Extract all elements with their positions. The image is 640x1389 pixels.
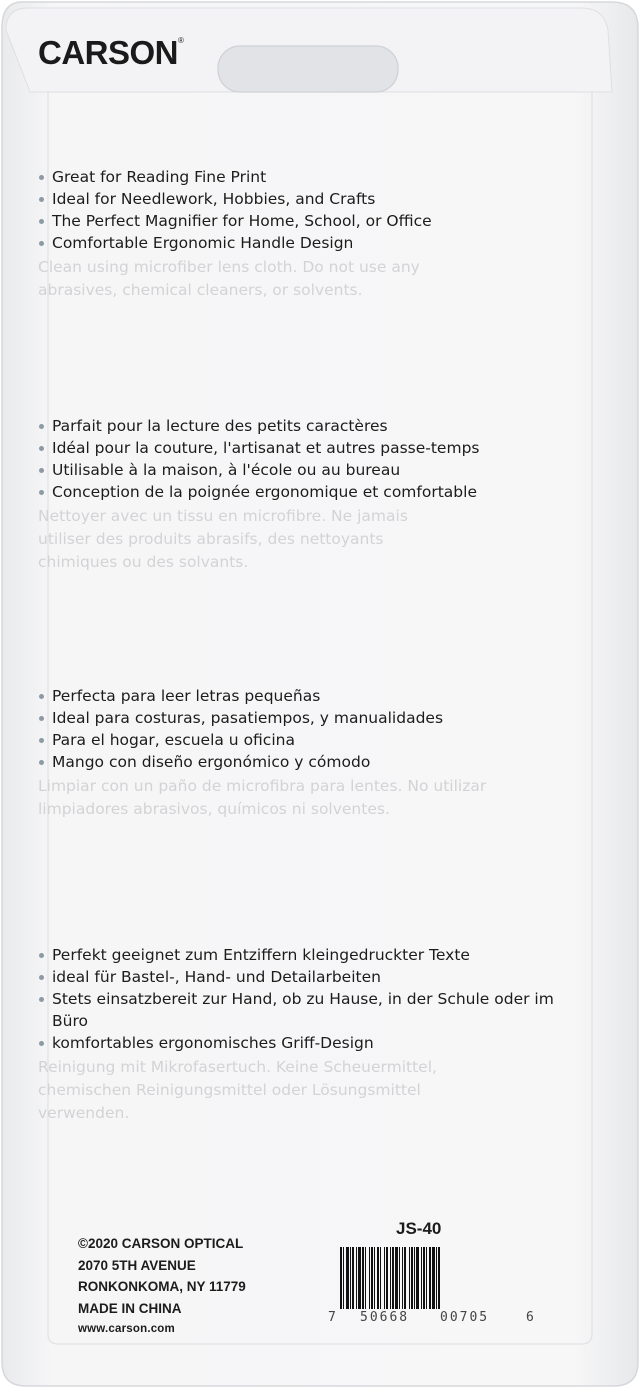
street-line: 2070 5TH AVENUE (78, 1257, 196, 1273)
feature-list-german (38, 944, 578, 1054)
care-instructions-german: Reinigung mit Mikrofasertuch. Keine Scheuermittel, chemischen Reinigungsmittel oder Lösungsmittel verwenden. (38, 1058, 437, 1122)
barcode-bar (399, 1247, 400, 1309)
barcode-bar (429, 1247, 431, 1309)
feature-item: Ideal para costuras, pasatiempos, y manualidades (38, 707, 578, 729)
feature-item: Perfekt geeignet zum Entziffern kleingedruckter Texte (38, 944, 578, 966)
hang-hole (218, 46, 398, 92)
section-german (38, 944, 578, 1125)
barcode-bar (395, 1247, 398, 1309)
barcode-bar (343, 1247, 344, 1309)
barcode-bar (409, 1247, 410, 1309)
section-english (38, 166, 578, 302)
feature-item: Great for Reading Fine Print (38, 166, 578, 188)
care-instructions-english: Clean using microfiber lens cloth. Do not use any abrasives, chemical cleaners, or solvents. (38, 258, 420, 299)
barcode-bar (369, 1247, 370, 1309)
brand-logo: CARSON® (38, 34, 184, 71)
section-spanish (38, 685, 578, 821)
care-instructions-french: Nettoyer avec un tissu en microfibre. Ne jamais utiliser des produits abrasifs, des nettoyants chimiques ou des solvants. (38, 507, 408, 571)
barcode-bar (384, 1247, 385, 1309)
feature-item: ideal für Bastel-, Hand- und Detailarbeiten (38, 966, 578, 988)
barcode-bar (414, 1247, 415, 1309)
feature-list-english (38, 166, 578, 254)
barcode-bar (392, 1247, 394, 1309)
barcode-bar (374, 1247, 375, 1309)
barcode-bar (404, 1247, 406, 1309)
barcode-bar (426, 1247, 427, 1309)
feature-item: Perfecta para leer letras pequeñas (38, 685, 578, 707)
barcode-bar (362, 1247, 364, 1309)
care-instructions-spanish: Limpiar con un paño de microfibra para lentes. No utilizar limpiadores abrasivos, químicos ni solventes. (38, 777, 487, 818)
barcode-bar (352, 1247, 354, 1309)
barcode-bar (377, 1247, 379, 1309)
copyright-line: ©2020 CARSON OPTICAL (78, 1236, 244, 1251)
barcode-bar (423, 1247, 425, 1309)
barcode-bar (402, 1247, 403, 1309)
barcode-bar (350, 1247, 351, 1309)
company-address (78, 1233, 246, 1341)
website-link: www.carson.com (78, 1323, 175, 1335)
city-line: RONKONKOMA, NY 11779 (78, 1279, 246, 1294)
barcode-bar (436, 1247, 437, 1309)
feature-item: komfortables ergonomisches Griff-Design (38, 1032, 578, 1054)
feature-item: Mango con diseño ergonómico y cómodo (38, 751, 578, 773)
feature-list-french (38, 415, 578, 503)
section-french (38, 415, 578, 574)
barcode-bar (421, 1247, 422, 1309)
barcode-bar (340, 1247, 342, 1309)
barcode-bar (358, 1247, 361, 1309)
origin-line: MADE IN CHINA (78, 1300, 182, 1316)
barcode-group-2: 00705 (440, 1310, 490, 1325)
barcode-check-digit: 6 (526, 1310, 534, 1325)
feature-item: The Perfect Magnifier for Home, School, or Office (38, 210, 578, 232)
feature-list-spanish (38, 685, 578, 773)
barcode-bar (390, 1247, 391, 1309)
barcode-lead-digit: 7 (328, 1310, 336, 1325)
upc-barcode (340, 1247, 522, 1309)
barcode-bar (371, 1247, 373, 1309)
barcode-bar (356, 1247, 357, 1309)
barcode-bar (416, 1247, 419, 1309)
feature-item: Comfortable Ergonomic Handle Design (38, 232, 578, 254)
feature-item: Utilisable à la maison, à l'école ou au bureau (38, 459, 578, 481)
barcode-bar (386, 1247, 388, 1309)
model-number: JS-40 (396, 1219, 442, 1238)
feature-item: Parfait pour la lecture des petits caractères (38, 415, 578, 437)
barcode-bar (380, 1247, 381, 1309)
barcode-bar (365, 1247, 366, 1309)
barcode-bar (346, 1247, 349, 1309)
barcode-bar (438, 1247, 440, 1309)
feature-item: Para el hogar, escuela u oficina (38, 729, 578, 751)
feature-item: Stets einsatzbereit zur Hand, ob zu Hause, in der Schule oder im Büro (38, 988, 578, 1032)
barcode-group-1: 50668 (360, 1310, 410, 1325)
barcode-bar (432, 1247, 435, 1309)
feature-item: Ideal for Needlework, Hobbies, and Crafts (38, 188, 578, 210)
feature-item: Conception de la poignée ergonomique et comfortable (38, 481, 578, 503)
feature-item: Idéal pour la couture, l'artisanat et autres passe-temps (38, 437, 578, 459)
barcode-bar (411, 1247, 413, 1309)
